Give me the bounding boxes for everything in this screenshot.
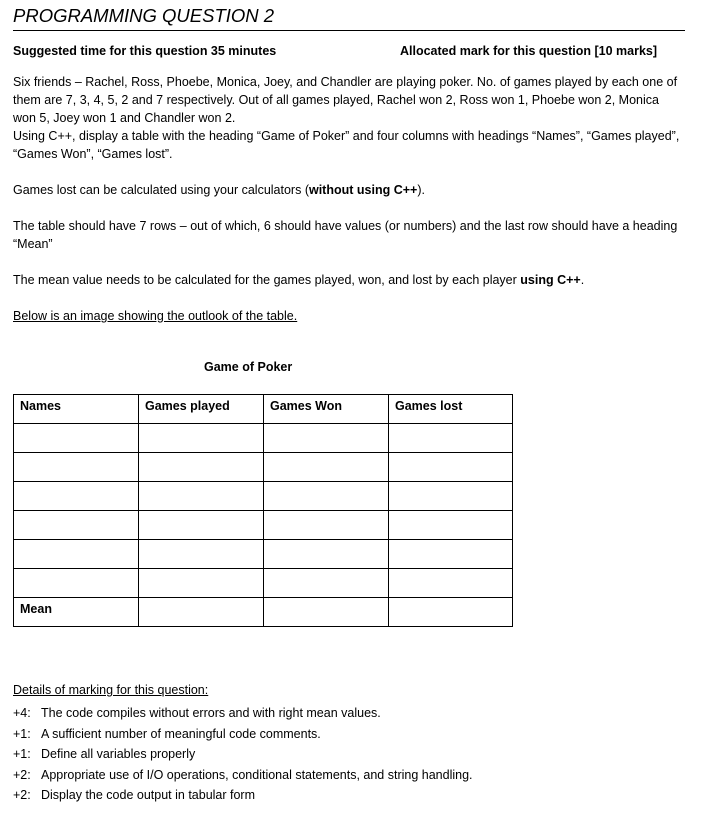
table-cell [14, 540, 139, 569]
rows-note: The table should have 7 rows – out of which, 6 should have values (or numbers) and the last row should have a heading “Mean” [13, 219, 678, 251]
marking-text: A sufficient number of meaningful code comments. [41, 726, 321, 741]
games-lost-note-text: Games lost can be calculated using your calculators ( [13, 183, 309, 197]
table-cell [139, 453, 264, 482]
question-intro [13, 73, 685, 163]
games-lost-note-bold: without using C++ [308, 183, 418, 197]
marking-text: Display the code output in tabular form [41, 788, 256, 802]
table-cell [264, 511, 389, 540]
marking-title: Details of marking for this question: [13, 683, 209, 697]
marking-text: Define all variables properly [41, 747, 196, 761]
table-title: Game of Poker [204, 360, 293, 374]
header-games-won: Games Won [264, 395, 389, 424]
list-item [13, 785, 473, 806]
table-cell [264, 569, 389, 598]
marking-points: +4: [13, 706, 31, 720]
table-row [14, 424, 513, 453]
mean-note-end: . [580, 273, 585, 287]
table-cell [264, 540, 389, 569]
allocated-mark: Allocated mark for this question [10 marks] [400, 44, 658, 58]
marking-points: +1: [13, 747, 31, 761]
marking-text: Appropriate use of I/O operations, conditional statements, and string handling. [41, 767, 473, 782]
table-row [14, 482, 513, 511]
table-cell [139, 511, 264, 540]
games-lost-note-end: ). [417, 183, 425, 197]
table-cell [139, 424, 264, 453]
table-row [14, 511, 513, 540]
table-header-row [14, 395, 513, 424]
table-cell [139, 540, 264, 569]
table-cell [389, 598, 513, 627]
header-names: Names [14, 395, 139, 424]
task-text: Using C++, display a table with the heading “Game of Poker” and four columns with headings “Names”, “Games played”, “Games Won”, “Games lost”. [13, 129, 680, 161]
table-cell [14, 569, 139, 598]
table-cell [389, 424, 513, 453]
marking-list [13, 703, 473, 806]
image-note: Below is an image showing the outlook of the table. [13, 309, 298, 323]
list-item [13, 744, 473, 765]
table-mean-row [14, 598, 513, 627]
header-games-lost: Games lost [389, 395, 513, 424]
header-games-played: Games played [139, 395, 264, 424]
table-cell [264, 598, 389, 627]
table-cell [139, 569, 264, 598]
list-item [13, 703, 473, 724]
marking-text: The code compiles without errors and with right mean values. [41, 706, 381, 720]
marking-points: +2: [13, 767, 31, 782]
table-cell [389, 540, 513, 569]
table-cell [264, 424, 389, 453]
table-cell [389, 569, 513, 598]
list-item [13, 724, 473, 745]
page-title: PROGRAMMING QUESTION 2 [13, 5, 275, 26]
table-cell [389, 453, 513, 482]
table-row [14, 453, 513, 482]
list-item [13, 765, 473, 786]
table-row [14, 569, 513, 598]
table-cell [264, 482, 389, 511]
suggested-time: Suggested time for this question 35 minutes [13, 44, 277, 58]
table-cell [389, 511, 513, 540]
table-cell [139, 598, 264, 627]
poker-table [13, 394, 513, 627]
table-cell [14, 482, 139, 511]
table-cell [14, 424, 139, 453]
table-cell [139, 482, 264, 511]
mean-note-bold: using C++ [520, 273, 581, 287]
scenario-text: Six friends – Rachel, Ross, Phoebe, Monica, Joey, and Chandler are playing poker. No. of games played by each one of them are 7, 3, 4, 5, 2 and 7 respectively. Out of all games played, Rachel won 2, Ross won 1, Phoebe won 2, Monica won 5, Joey won 1 and Chandler won 2. [13, 75, 678, 125]
mean-note [13, 271, 685, 289]
mean-label: Mean [14, 598, 139, 627]
table-cell [14, 453, 139, 482]
marking-points: +2: [13, 788, 31, 802]
title-divider [13, 30, 685, 31]
table-cell [389, 482, 513, 511]
games-lost-note [13, 181, 685, 199]
table-cell [14, 511, 139, 540]
marking-points: +1: [13, 726, 31, 741]
table-cell [264, 453, 389, 482]
table-row [14, 540, 513, 569]
mean-note-text: The mean value needs to be calculated for the games played, won, and lost by each player [13, 273, 521, 287]
